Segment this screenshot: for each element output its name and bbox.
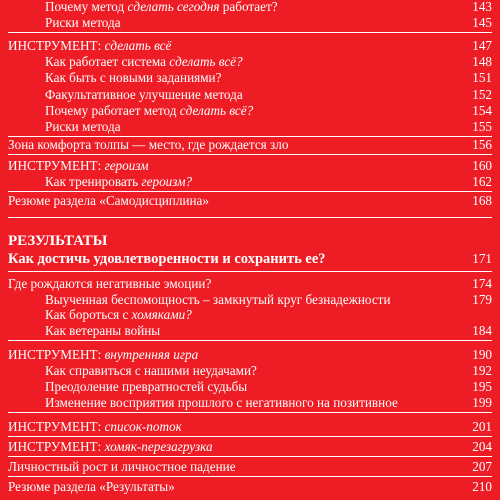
toc-entry-title: Резюме раздела «Самодисциплина» bbox=[8, 193, 210, 208]
toc-entry-title: Резюме раздела «Результаты» bbox=[8, 479, 175, 494]
toc-separator bbox=[8, 456, 492, 457]
toc-entry-page: 168 bbox=[472, 193, 492, 208]
toc-entry-page: 151 bbox=[472, 70, 492, 85]
toc-entry[interactable] bbox=[0, 173, 500, 190]
section-page-number: 171 bbox=[472, 251, 492, 266]
section-subtitle-row bbox=[0, 250, 500, 268]
toc-entry[interactable] bbox=[0, 192, 500, 209]
toc-entry[interactable] bbox=[0, 53, 500, 70]
toc-entry-page: 184 bbox=[472, 323, 492, 338]
toc-entry[interactable] bbox=[0, 306, 500, 323]
toc-entry-title: Выученная беспомощность – замкнутый круг безнадежности bbox=[45, 292, 391, 307]
toc-entry-title: Зона комфорта толпы — место, где рождается зло bbox=[8, 137, 289, 152]
toc-entry[interactable] bbox=[0, 118, 500, 135]
toc-entry-title: ИНСТРУМЕНТ: хомяк-перезагрузка bbox=[8, 439, 213, 454]
toc-entry[interactable] bbox=[0, 0, 500, 15]
toc-entry-page: 179 bbox=[472, 292, 492, 307]
toc-entry-title: Как работает система сделать всё? bbox=[45, 54, 243, 69]
toc-entry-title: Факультативное улучшение метода bbox=[45, 87, 243, 102]
toc-entry-title: Как бороться с хомяками? bbox=[45, 307, 192, 322]
toc-separator bbox=[8, 154, 492, 155]
toc-separator bbox=[8, 32, 492, 33]
toc-entry-title: Почему метод сделать сегодня работает? bbox=[45, 0, 278, 14]
toc-entry[interactable] bbox=[0, 136, 500, 153]
section-title: РЕЗУЛЬТАТЫ bbox=[8, 233, 108, 249]
toc-separator bbox=[8, 476, 492, 477]
toc-entry-page: 160 bbox=[472, 158, 492, 173]
toc-entry-page: 204 bbox=[472, 439, 492, 454]
toc-entry-page: 190 bbox=[472, 347, 492, 362]
toc-entry-title: Личностный рост и личностное падение bbox=[8, 459, 236, 474]
toc-entry[interactable] bbox=[0, 362, 500, 379]
toc-entry[interactable] bbox=[0, 478, 500, 495]
section-divider bbox=[8, 217, 492, 218]
toc-entry-title: Изменение восприятия прошлого с негативного на позитивное bbox=[45, 395, 398, 410]
toc-entry-title: Риски метода bbox=[45, 119, 121, 134]
toc-entry-page: 147 bbox=[472, 38, 492, 53]
toc-entry-title: Почему работает метод сделать всё? bbox=[45, 103, 254, 118]
toc-entry-page: 195 bbox=[472, 379, 492, 394]
toc-entry-title: ИНСТРУМЕНТ: сделать всё bbox=[8, 38, 172, 53]
toc-entry-title: Где рождаются негативные эмоции? bbox=[8, 276, 212, 291]
toc-separator bbox=[8, 340, 492, 341]
toc-entry-page: 152 bbox=[472, 87, 492, 102]
toc-entry[interactable] bbox=[0, 322, 500, 339]
toc-entry-page: 210 bbox=[472, 479, 492, 494]
toc-entry[interactable] bbox=[0, 102, 500, 119]
toc-entry-title: ИНСТРУМЕНТ: внутренняя игра bbox=[8, 347, 199, 362]
toc-entry-title: Преодоление превратностей судьбы bbox=[45, 379, 248, 394]
toc-entry[interactable] bbox=[0, 157, 500, 174]
toc-entry[interactable] bbox=[0, 86, 500, 103]
toc-entry-page: 201 bbox=[472, 419, 492, 434]
toc-entry[interactable] bbox=[0, 418, 500, 435]
toc-entry[interactable] bbox=[0, 69, 500, 86]
toc-entry-page: 156 bbox=[472, 137, 492, 152]
toc-entry[interactable] bbox=[0, 346, 500, 363]
toc-entry-page: 148 bbox=[472, 54, 492, 69]
toc-separator bbox=[8, 436, 492, 437]
toc-entry[interactable] bbox=[0, 394, 500, 411]
toc-entry[interactable] bbox=[0, 378, 500, 395]
section-divider-bottom bbox=[8, 271, 492, 272]
toc-entry-page: 174 bbox=[472, 276, 492, 291]
section-subtitle: Как достичь удовлетворенности и сохранить ее? bbox=[8, 251, 326, 267]
toc-entry-page: 145 bbox=[472, 15, 492, 30]
toc-entry[interactable] bbox=[0, 37, 500, 54]
toc-entry-page: 155 bbox=[472, 119, 492, 134]
toc-separator bbox=[8, 412, 492, 413]
toc-entry-page: 207 bbox=[472, 459, 492, 474]
toc-entry[interactable] bbox=[0, 438, 500, 455]
toc-entry-title: Как справиться с нашими неудачами? bbox=[45, 363, 257, 378]
toc-entry-title: ИНСТРУМЕНТ: героизм bbox=[8, 158, 149, 173]
toc-entry-page: 154 bbox=[472, 103, 492, 118]
toc-entry[interactable] bbox=[0, 14, 500, 31]
toc-entry-title: Риски метода bbox=[45, 15, 121, 30]
toc-entry-title: Как быть с новыми заданиями? bbox=[45, 70, 222, 85]
toc-entry[interactable] bbox=[0, 275, 500, 292]
toc-entry-title: Как тренировать героизм? bbox=[45, 174, 193, 189]
toc-entry-page: 162 bbox=[472, 174, 492, 189]
toc-entry-page: 143 bbox=[472, 0, 492, 14]
toc-entry-page: 199 bbox=[472, 395, 492, 410]
toc-entry-title: ИНСТРУМЕНТ: список-поток bbox=[8, 419, 182, 434]
toc-entry-title: Как ветераны войны bbox=[45, 323, 161, 338]
toc-entry-page: 192 bbox=[472, 363, 492, 378]
toc-entry[interactable] bbox=[0, 458, 500, 475]
